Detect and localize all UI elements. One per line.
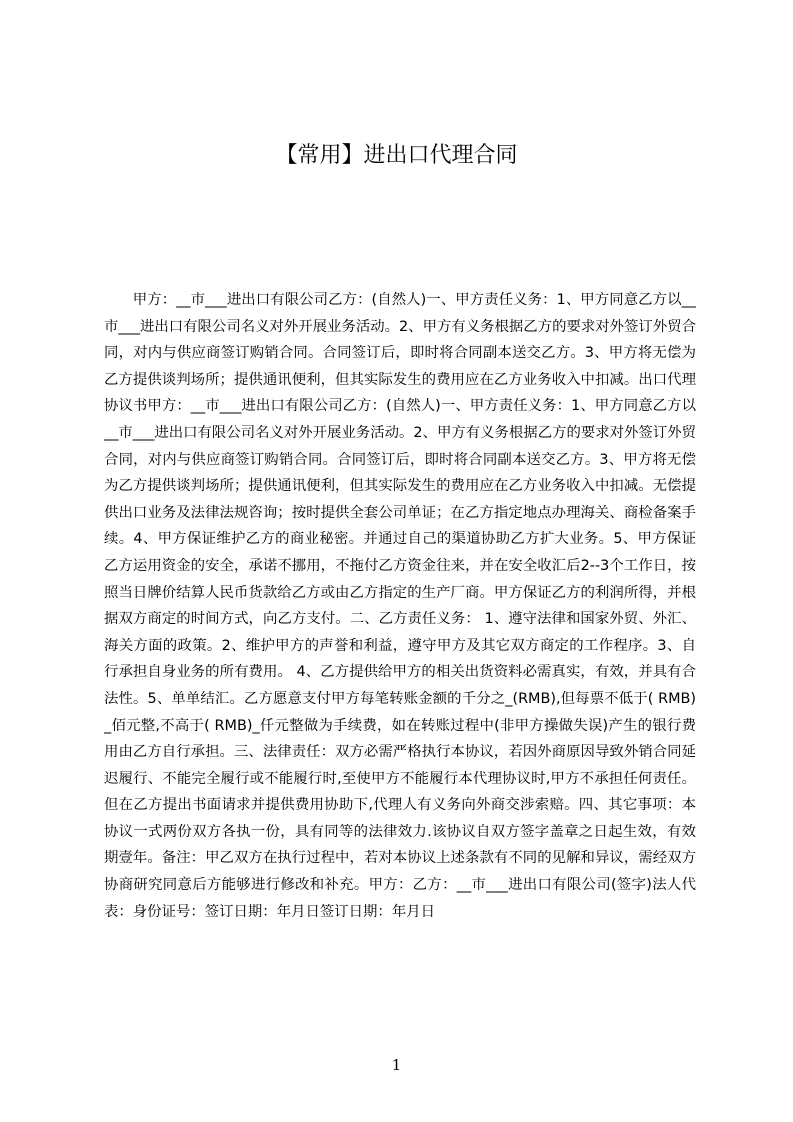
page-number: 1 bbox=[391, 1056, 402, 1074]
document-title: 【常用】进出口代理合同 bbox=[275, 143, 518, 168]
contract-body-text: 甲方：__市___进出口有限公司乙方：(自然人)一、甲方责任义务：1、甲方同意乙方以__市___进出口有限公司名义对外开展业务活动。2、甲方有义务根据乙方的要求对外签订外贸合同，对内与供应商签订购销合同。合同签订后，即时将合同副本送交乙方。3、甲方将无偿为乙方提供谈判场所；提供通讯便利，但其实际发生的费用应在乙方业务收入中扣减。出口代理协议书甲方：__市___进出口有限公司乙方：(自然人)一、甲方责任义务：1、甲方同意乙方以__市___进出口有限公司名义对外开展业务活动。2、甲方有义务根据乙方的要求对外签订外贸合同，对内与供应商签订购销合同。合同签订后，即时将合同副本送交乙方。3、甲方将无偿为乙方提供谈判场所；提供通讯便利，但其实际发生的费用应在乙方业务收入中扣减。无偿提供出口业务及法律法规咨询；按时提供全套公司单证；在乙方指定地点办理海关、商检备案手续。4、甲方保证维护乙方的商业秘密。并通过自己的渠道协助乙方扩大业务。5、甲方保证乙方运用资金的安全，承诺不挪用，不拖付乙方资金往来，并在安全收汇后2--3个工作日，按照当日牌价结算人民币货款给乙方或由乙方指定的生产厂商。甲方保证乙方的利润所得，并根据双方商定的时间方式，向乙方支付。二、乙方责任义务： 1、遵守法律和国家外贸、外汇、海关方面的政策。2、维护甲方的声誉和利益，遵守甲方及其它双方商定的工作程序。3、自行承担自身业务的所有费用。 4、乙方提供给甲方的相关出货资料必需真实，有效，并具有合法性。5、单单结汇。乙方愿意支付甲方每笔转账金额的千分之_(RMB),但每票不低于( RMB)_佰元整,不高于( RMB)_仟元整做为手续费，如在转账过程中(非甲方操做失误)产生的银行费用由乙方自行承担。三、法律责任：双方必需严格执行本协议，若因外商原因导致外销合同延迟履行、不能完全履行或不能履行时,至使甲方不能履行本代理协议时,甲方不承担任何责任。但在乙方提出书面请求并提供费用协助下,代理人有义务向外商交涉索赔。四、其它事项：本协议一式两份双方各执一份，具有同等的法律效力.该协议自双方签字盖章之日起生效，有效期壹年。备注：甲乙双方在执行过程中，若对本协议上述条款有不同的见解和异议，需经双方协商研究同意后方能够进行修改和补充。甲方：乙方：__市___进出口有限公司(签字)法人代表：身份证号：签订日期：年月日签订日期：年月日 bbox=[104, 292, 696, 920]
